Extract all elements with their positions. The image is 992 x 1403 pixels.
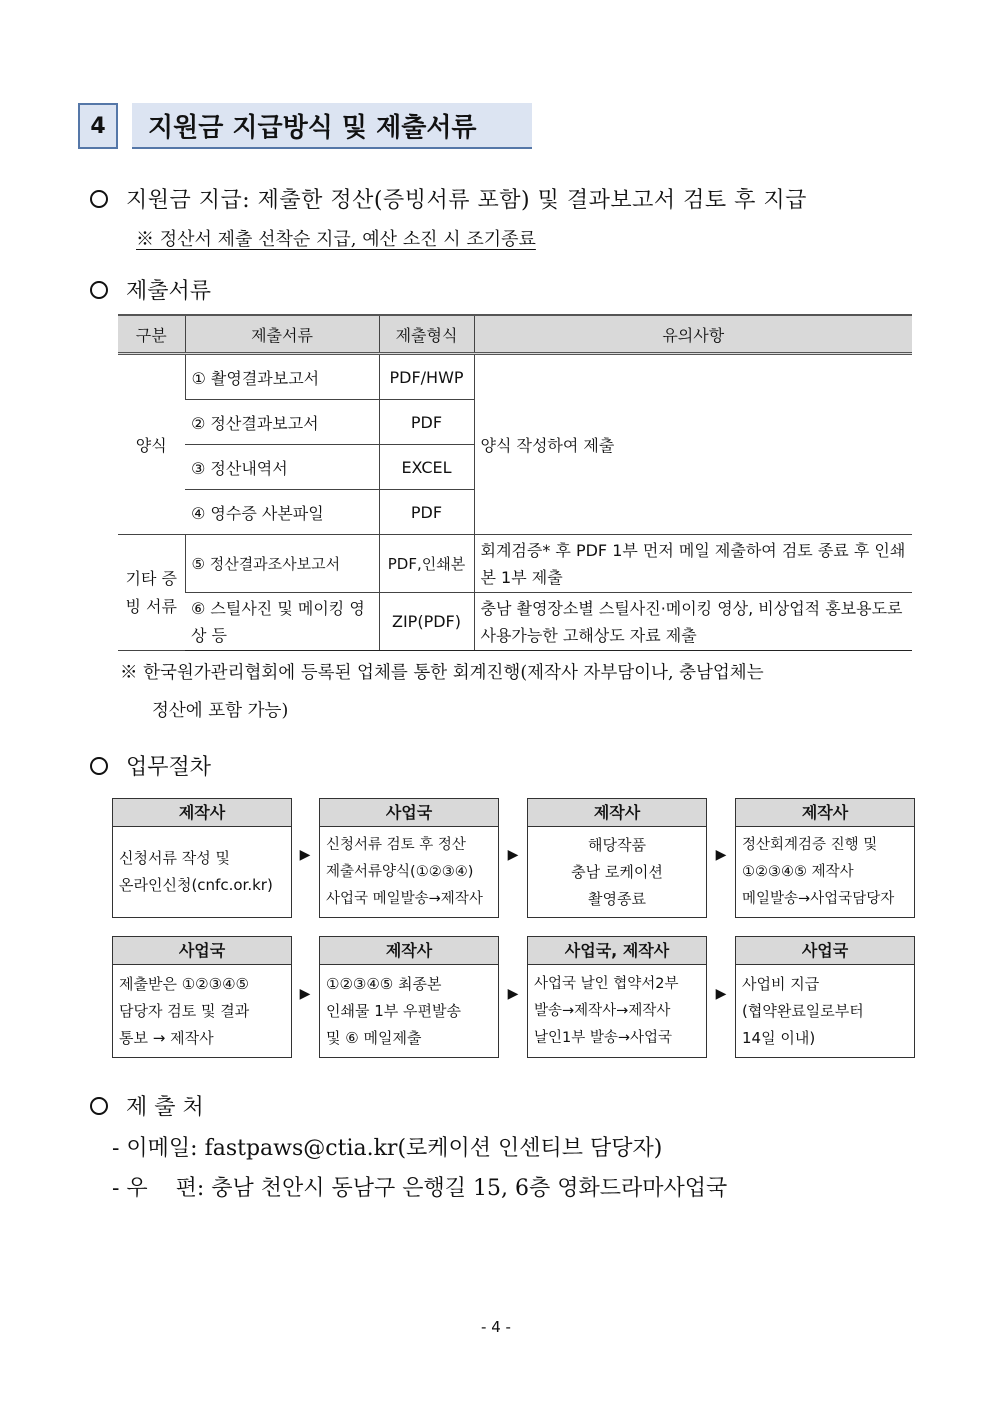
step-line: 정산회계검증 진행 및 xyxy=(742,836,878,853)
header-category: 구분 xyxy=(118,315,185,354)
table-row xyxy=(118,593,912,651)
arrow-right-icon: ▶ xyxy=(299,847,311,863)
step-line: 신청서류 작성 및 xyxy=(119,849,230,867)
section-title: 지원금 지급방식 및 제출서류 xyxy=(132,103,532,149)
step-line: 날인1부 발송→사업국 xyxy=(534,1029,673,1046)
circle-bullet-icon xyxy=(90,190,108,208)
process-step-3 xyxy=(527,798,707,918)
doc-format: PDF xyxy=(379,400,474,445)
step-line: ①②③④⑤ 최종본 xyxy=(326,974,442,993)
header-document: 제출서류 xyxy=(185,315,379,354)
step-head: 사업국 xyxy=(320,799,498,827)
step-head: 제작사 xyxy=(528,799,706,827)
doc-name: ⑤ 정산결과조사보고서 xyxy=(185,535,379,593)
process-bullet xyxy=(90,750,211,781)
doc-format: PDF xyxy=(379,490,474,535)
group-form-note: 양식 작성하여 제출 xyxy=(474,354,912,535)
footnote-line2: 정산에 포함 가능) xyxy=(152,701,289,721)
process-step-7 xyxy=(527,936,707,1058)
step-body xyxy=(320,827,498,917)
step-body xyxy=(528,965,706,1057)
doc-note: 충남 촬영장소별 스틸사진·메이킹 영상, 비상업적 홍보용도로 사용가능한 고해상도 자료 제출 xyxy=(474,593,912,651)
step-line: 14일 이내) xyxy=(742,1028,816,1047)
header-notes: 유의사항 xyxy=(474,315,912,354)
step-line: 해당작품 xyxy=(588,835,646,854)
step-line: 제출받은 ①②③④⑤ xyxy=(119,974,249,993)
submission-heading: 제 출 처 xyxy=(126,1095,204,1120)
arrow-right-icon: ▶ xyxy=(507,986,519,1002)
process-step-4 xyxy=(735,798,915,918)
group-other: 기타 증빙 서류 xyxy=(118,535,185,651)
step-line: 사업비 지급 xyxy=(742,974,820,993)
documents-bullet xyxy=(90,274,211,305)
step-line: 신청서류 검토 후 정산 xyxy=(326,836,466,853)
process-step-2 xyxy=(319,798,499,918)
circle-bullet-icon xyxy=(90,757,108,775)
step-line: 사업국 날인 협약서2부 xyxy=(534,975,679,992)
arrow-right-icon: ▶ xyxy=(299,986,311,1002)
circle-bullet-icon xyxy=(90,281,108,299)
step-line: 발송→제작사→제작사 xyxy=(534,1002,671,1019)
step-head: 제작사 xyxy=(320,937,498,965)
submission-bullet xyxy=(90,1090,204,1121)
doc-name: ① 촬영결과보고서 xyxy=(185,354,379,400)
step-head: 제작사 xyxy=(113,799,291,827)
documents-table xyxy=(118,314,912,651)
submission-post: - 우 편: 충남 천안시 동남구 은행길 15, 6층 영화드라마사업국 xyxy=(112,1176,728,1201)
step-body xyxy=(320,965,498,1057)
process-step-5 xyxy=(112,936,292,1058)
process-heading: 업무절차 xyxy=(126,755,212,780)
arrow-right-icon: ▶ xyxy=(715,986,727,1002)
header-format: 제출형식 xyxy=(379,315,474,354)
doc-note: 회계검증* 후 PDF 1부 먼저 메일 제출하여 검토 종료 후 인쇄본 1부 제출 xyxy=(474,535,912,593)
doc-format: PDF,인쇄본 xyxy=(379,535,474,593)
footnote-line1: ※ 한국원가관리협회에 등록된 업체를 통한 회계진행(제작사 자부담이나, 충남업체는 xyxy=(120,663,764,683)
step-line: 인쇄물 1부 우편발송 xyxy=(326,1001,462,1020)
step-line: (협약완료일로부터 xyxy=(742,1001,864,1020)
doc-format: PDF/HWP xyxy=(379,354,474,400)
step-line: 촬영종료 xyxy=(588,889,646,908)
payment-text: 지원금 지급: 제출한 정산(증빙서류 포함) 및 결과보고서 검토 후 지급 xyxy=(126,188,807,213)
doc-name: ⑥ 스틸사진 및 메이킹 영상 등 xyxy=(185,593,379,651)
step-line: 및 ⑥ 메일제출 xyxy=(326,1028,422,1047)
step-line: 충남 로케이션 xyxy=(571,862,663,881)
documents-heading: 제출서류 xyxy=(126,279,212,304)
step-body xyxy=(736,827,914,917)
arrow-right-icon: ▶ xyxy=(507,847,519,863)
doc-name: ③ 정산내역서 xyxy=(185,445,379,490)
table-row xyxy=(118,535,912,593)
step-head: 사업국, 제작사 xyxy=(528,937,706,965)
step-line: 통보 → 제작사 xyxy=(119,1028,214,1047)
doc-name: ② 정산결과보고서 xyxy=(185,400,379,445)
step-line: 메일발송→사업국담당자 xyxy=(742,890,895,907)
step-body xyxy=(736,965,914,1057)
payment-note: ※ 정산서 제출 선착순 지급, 예산 소진 시 조기종료 xyxy=(136,229,536,250)
doc-format: ZIP(PDF) xyxy=(379,593,474,651)
group-form: 양식 xyxy=(118,354,185,535)
submission-email: - 이메일: fastpaws@ctia.kr(로케이션 인센티브 담당자) xyxy=(112,1136,663,1161)
table-header-row xyxy=(118,315,912,354)
step-line: ①②③④⑤ 제작사 xyxy=(742,863,854,880)
doc-name: ④ 영수증 사본파일 xyxy=(185,490,379,535)
doc-format: EXCEL xyxy=(379,445,474,490)
process-step-8 xyxy=(735,936,915,1058)
step-head: 사업국 xyxy=(736,937,914,965)
payment-bullet xyxy=(90,183,807,214)
process-step-6 xyxy=(319,936,499,1058)
step-body xyxy=(528,827,706,917)
page-number: - 4 - xyxy=(481,1318,511,1336)
step-line: 담당자 검토 및 결과 xyxy=(119,1001,250,1020)
step-line: 제출서류양식(①②③④) xyxy=(326,863,474,880)
arrow-right-icon: ▶ xyxy=(715,847,727,863)
circle-bullet-icon xyxy=(90,1097,108,1115)
process-step-1 xyxy=(112,798,292,918)
step-line: 사업국 메일발송→제작사 xyxy=(326,890,483,907)
step-line: 온라인신청(cnfc.or.kr) xyxy=(119,876,273,894)
step-head: 사업국 xyxy=(113,937,291,965)
table-row xyxy=(118,354,912,400)
step-body xyxy=(113,827,291,917)
step-head: 제작사 xyxy=(736,799,914,827)
step-body xyxy=(113,965,291,1057)
section-number: 4 xyxy=(78,103,118,149)
